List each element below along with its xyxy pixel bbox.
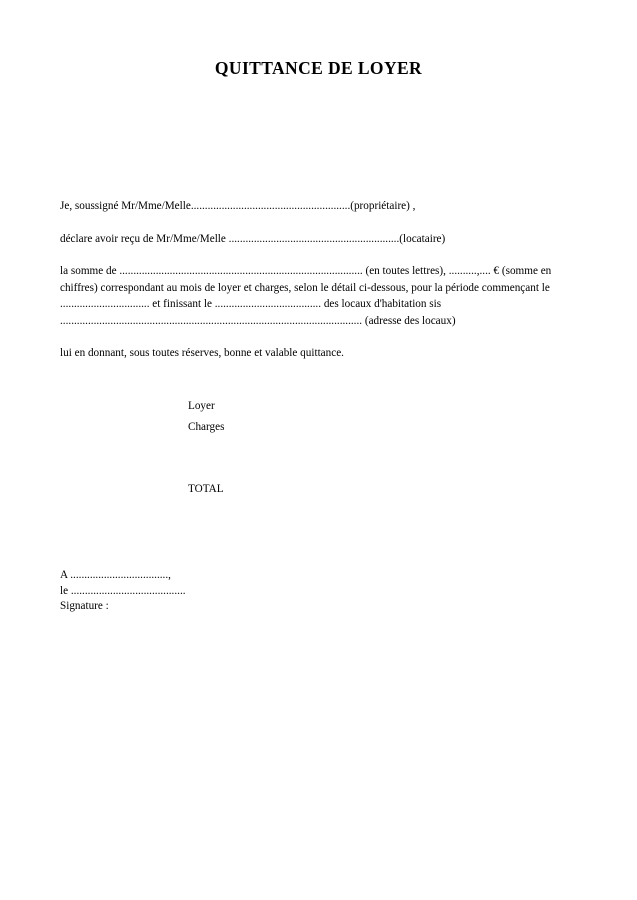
paragraph-receipt-statement: lui en donnant, sous toutes réserves, bonne et valable quittance. (60, 347, 344, 359)
detail-list (188, 396, 224, 437)
paragraph-tenant: déclare avoir reçu de Mr/Mme/Melle .............................................................(locataire) (60, 232, 446, 245)
signature-place-line: A ..................................., (60, 569, 171, 581)
paragraph-landlord: Je, soussigné Mr/Mme/Melle.........................................................(propriétaire) , (60, 200, 416, 212)
signature-block (60, 568, 186, 615)
document-body (60, 198, 578, 362)
total-label: TOTAL (188, 483, 224, 495)
detail-row-rent: Loyer (188, 400, 215, 412)
detail-row-charges: Charges (188, 420, 225, 433)
paragraph-amount-period: la somme de ....................................................................................... (en toutes lettres), ..........,.... € (somme en chiffres) correspondant au mois de loyer et charges, selon le détail ci-dessous, pour la période commençant le ................................ et finissant le ...................................... des locaux d'habitation sis ............................................................................................................ (adresse des locaux) (60, 265, 552, 327)
page-title: QUITTANCE DE LOYER (214, 58, 423, 78)
signature-date-line: le ......................................... (60, 584, 186, 597)
signature-label: Signature : (60, 600, 109, 612)
